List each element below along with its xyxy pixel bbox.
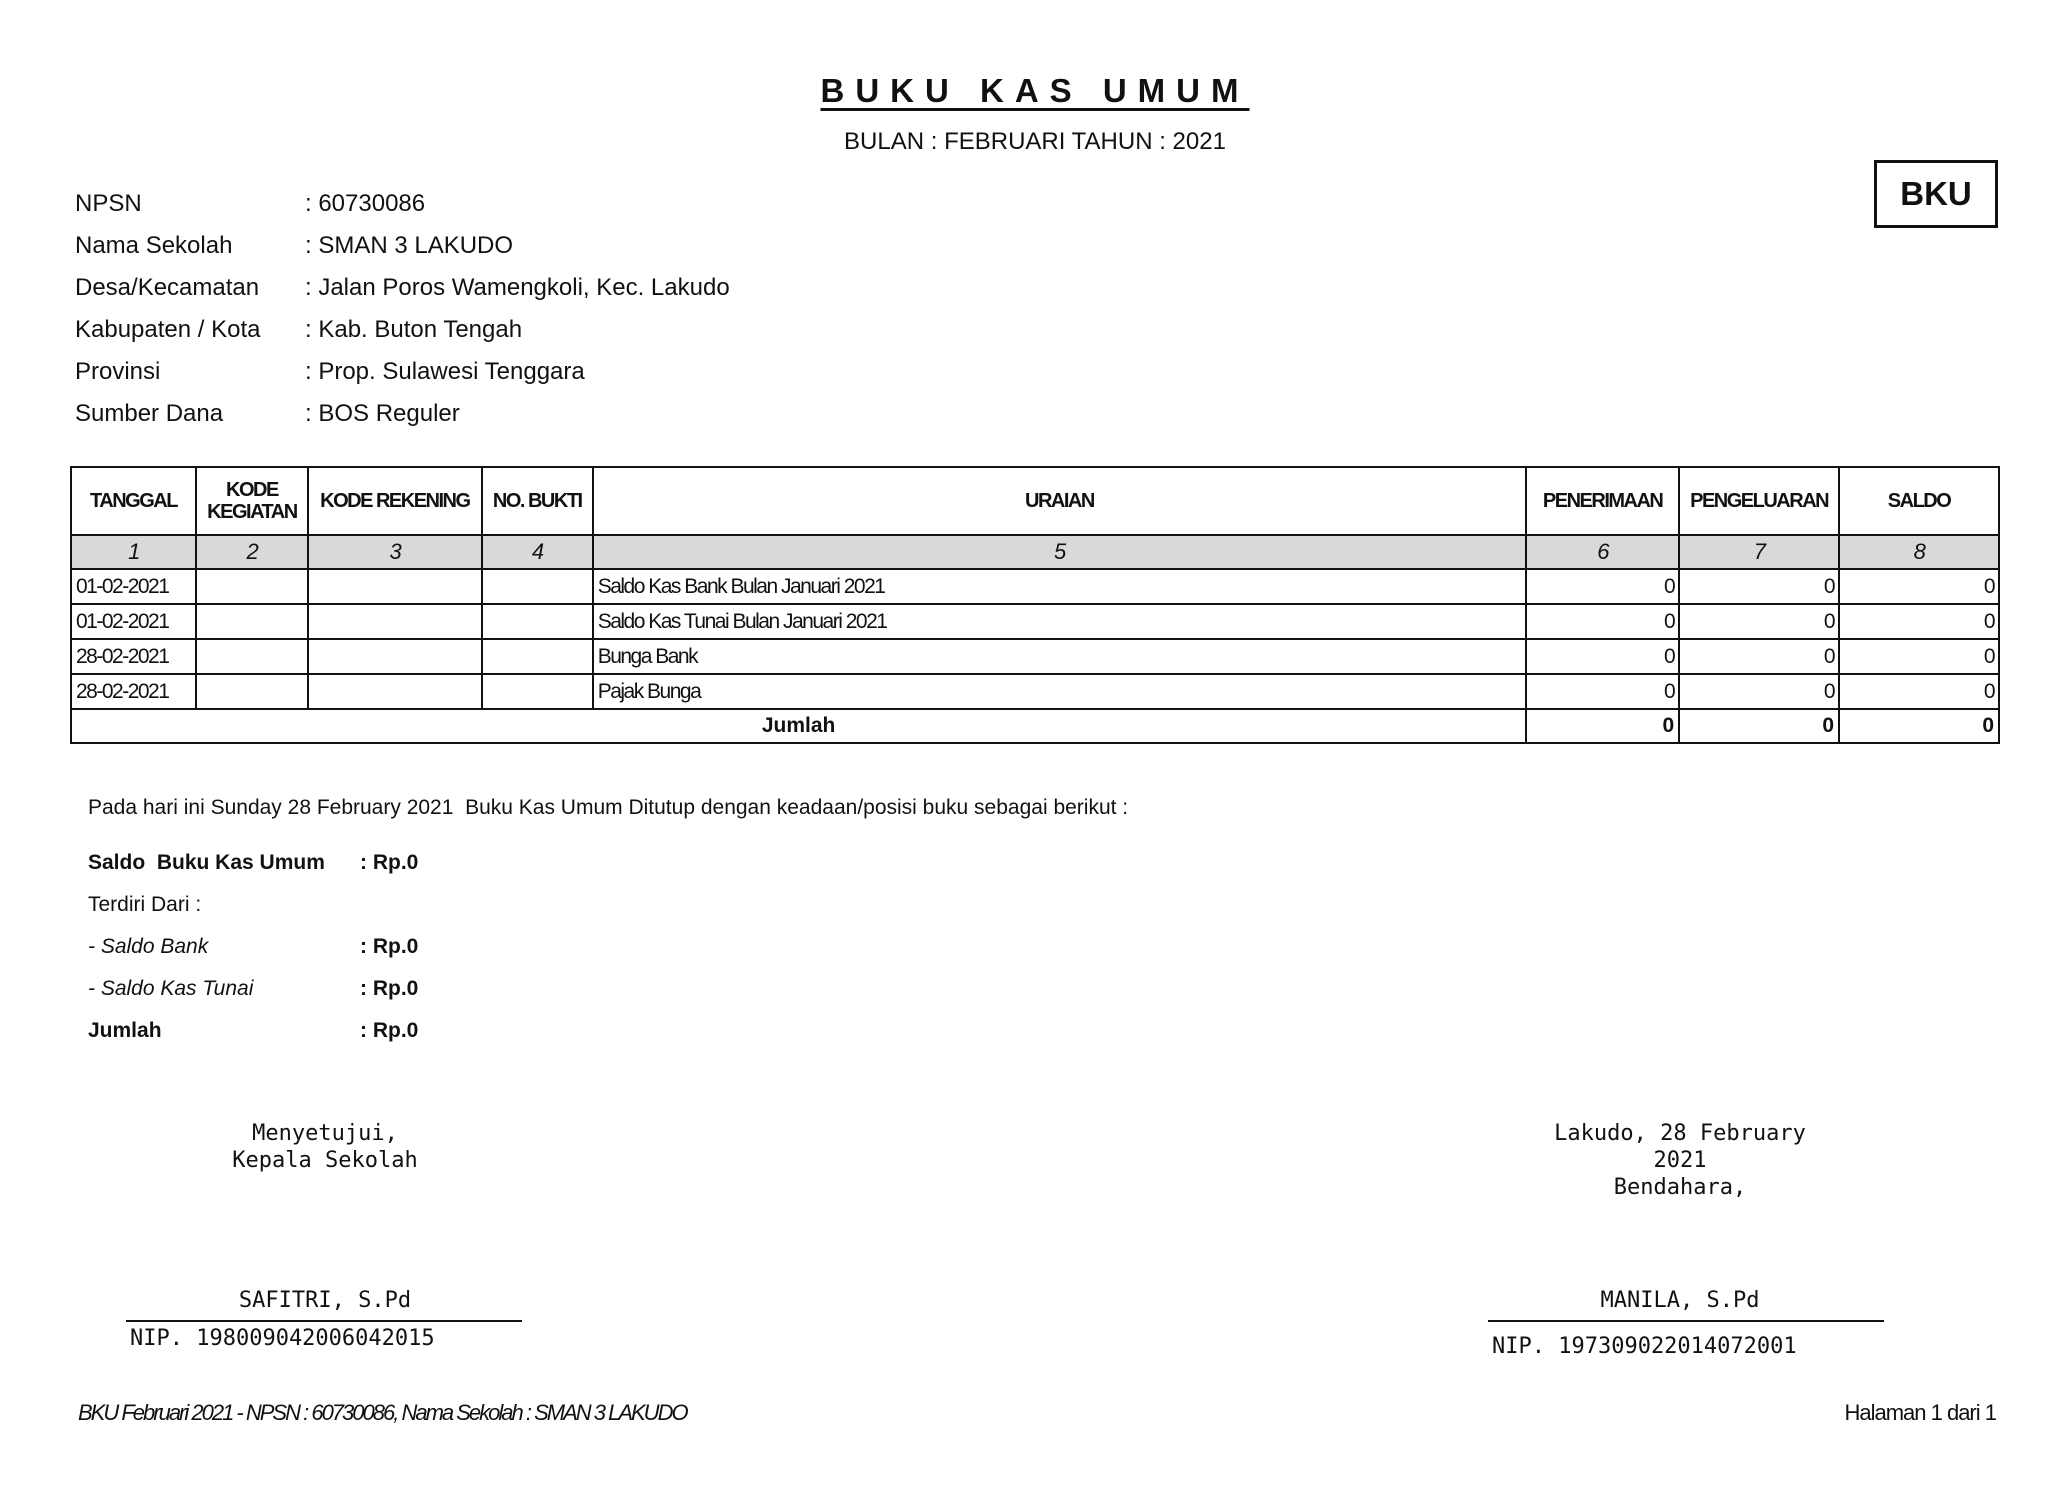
signature-left-line2: Kepala Sekolah bbox=[232, 1148, 418, 1173]
cell-kode-kegiatan bbox=[196, 604, 308, 639]
cell-kode-kegiatan bbox=[196, 639, 308, 674]
bku-badge: BKU bbox=[1874, 160, 1998, 228]
cell-saldo: 0 bbox=[1839, 639, 1999, 674]
cell-saldo: 0 bbox=[1839, 569, 1999, 604]
column-number: 1 bbox=[71, 535, 196, 569]
header-pengeluaran: PENGELUARAN bbox=[1679, 467, 1839, 535]
signature-left-line bbox=[126, 1320, 522, 1322]
summary-tunai-row bbox=[88, 968, 418, 1010]
cell-tanggal: 01-02-2021 bbox=[71, 569, 196, 604]
header-kode-kegiatan-line2: KEGIATAN bbox=[207, 501, 297, 523]
cell-pengeluaran: 0 bbox=[1679, 604, 1839, 639]
signatory-left-nip: NIP. 198009042006042015 bbox=[130, 1326, 435, 1351]
info-value: : Jalan Poros Wamengkoli, Kec. Lakudo bbox=[305, 274, 730, 301]
cell-saldo: 0 bbox=[1839, 604, 1999, 639]
school-info bbox=[75, 190, 730, 442]
column-number: 6 bbox=[1526, 535, 1679, 569]
info-row-desa-kecamatan bbox=[75, 274, 730, 316]
cell-pengeluaran: 0 bbox=[1679, 639, 1839, 674]
total-penerimaan: 0 bbox=[1526, 709, 1679, 743]
table-row bbox=[71, 569, 1999, 604]
cell-no-bukti bbox=[482, 639, 593, 674]
table-row bbox=[71, 639, 1999, 674]
column-number-row bbox=[71, 535, 1999, 569]
total-saldo: 0 bbox=[1839, 709, 1999, 743]
table-header-row bbox=[71, 467, 1999, 535]
column-number: 8 bbox=[1839, 535, 1999, 569]
info-value: : BOS Reguler bbox=[305, 400, 460, 427]
column-number: 7 bbox=[1679, 535, 1839, 569]
summary-tunai-value: : Rp.0 bbox=[360, 977, 419, 1000]
signature-right-line2: Bendahara, bbox=[1613, 1175, 1747, 1200]
signature-left-heading bbox=[190, 1120, 460, 1174]
footer-page-number: Halaman 1 dari 1 bbox=[1844, 1400, 1996, 1425]
summary-saldo-label: Saldo Buku Kas Umum bbox=[88, 851, 325, 874]
column-number: 4 bbox=[482, 535, 593, 569]
signatory-left-name: SAFITRI, S.Pd bbox=[238, 1288, 412, 1313]
cell-uraian: Bunga Bank bbox=[593, 639, 1526, 674]
info-label: Provinsi bbox=[75, 358, 161, 385]
header-no-bukti: NO. BUKTI bbox=[482, 467, 593, 535]
cell-uraian: Pajak Bunga bbox=[593, 674, 1526, 709]
footer-document-info: BKU Februari 2021 - NPSN : 60730086, Nama Sekolah : SMAN 3 LAKUDO bbox=[78, 1400, 687, 1425]
header-tanggal: TANGGAL bbox=[71, 467, 196, 535]
summary-saldo-value: : Rp.0 bbox=[360, 851, 419, 874]
info-label: Sumber Dana bbox=[75, 400, 224, 427]
signature-right-heading bbox=[1530, 1120, 1830, 1201]
header-kode-rekening: KODE REKENING bbox=[308, 467, 482, 535]
total-row bbox=[71, 709, 1999, 743]
cell-pengeluaran: 0 bbox=[1679, 674, 1839, 709]
cell-tanggal: 28-02-2021 bbox=[71, 674, 196, 709]
header-uraian: URAIAN bbox=[593, 467, 1526, 535]
info-value: : Kab. Buton Tengah bbox=[305, 316, 523, 343]
signature-right-line1: Lakudo, 28 February 2021 bbox=[1554, 1121, 1806, 1173]
total-label: Jumlah bbox=[71, 709, 1526, 743]
info-value: : 60730086 bbox=[305, 190, 426, 217]
info-row-npsn bbox=[75, 190, 730, 232]
summary-saldo-row bbox=[88, 842, 418, 884]
column-number: 5 bbox=[593, 535, 1526, 569]
table-row bbox=[71, 604, 1999, 639]
cell-kode-rekening bbox=[308, 604, 482, 639]
summary-jumlah-label: Jumlah bbox=[88, 1019, 162, 1042]
document-title: BUKU KAS UMUM bbox=[820, 72, 1250, 109]
info-label: Desa/Kecamatan bbox=[75, 274, 260, 301]
cell-kode-kegiatan bbox=[196, 674, 308, 709]
info-row-sumber-dana bbox=[75, 400, 730, 442]
summary-bank-value: : Rp.0 bbox=[360, 935, 419, 958]
cell-tanggal: 28-02-2021 bbox=[71, 639, 196, 674]
header-saldo: SALDO bbox=[1839, 467, 1999, 535]
info-row-kabupaten bbox=[75, 316, 730, 358]
info-row-provinsi bbox=[75, 358, 730, 400]
header-kode-kegiatan bbox=[196, 467, 308, 535]
signatory-right-nip: NIP. 197309022014072001 bbox=[1492, 1334, 1797, 1359]
header-kode-kegiatan-line1: KODE bbox=[226, 479, 278, 501]
summary-terdiri-label: Terdiri Dari : bbox=[88, 893, 202, 916]
cell-penerimaan: 0 bbox=[1526, 569, 1679, 604]
info-row-nama-sekolah bbox=[75, 232, 730, 274]
summary-jumlah-row bbox=[88, 1010, 418, 1052]
cell-no-bukti bbox=[482, 674, 593, 709]
info-value: : Prop. Sulawesi Tenggara bbox=[305, 358, 585, 385]
info-label: Kabupaten / Kota bbox=[75, 316, 261, 343]
closing-statement: Pada hari ini Sunday 28 February 2021 Buku Kas Umum Ditutup dengan keadaan/posisi buku sebagai berikut : bbox=[88, 796, 1129, 819]
cell-penerimaan: 0 bbox=[1526, 674, 1679, 709]
signatory-right-name: MANILA, S.Pd bbox=[1600, 1288, 1760, 1313]
period-subtitle: BULAN : FEBRUARI TAHUN : 2021 bbox=[844, 128, 1226, 155]
summary-bank-row bbox=[88, 926, 418, 968]
cell-no-bukti bbox=[482, 569, 593, 604]
cell-penerimaan: 0 bbox=[1526, 604, 1679, 639]
cell-uraian: Saldo Kas Tunai Bulan Januari 2021 bbox=[593, 604, 1526, 639]
cell-no-bukti bbox=[482, 604, 593, 639]
balance-summary bbox=[88, 842, 418, 1052]
table-row bbox=[71, 674, 1999, 709]
info-label: NPSN bbox=[75, 190, 142, 217]
cell-pengeluaran: 0 bbox=[1679, 569, 1839, 604]
info-value: : SMAN 3 LAKUDO bbox=[305, 232, 514, 259]
signature-right-line bbox=[1488, 1320, 1884, 1322]
cell-kode-rekening bbox=[308, 639, 482, 674]
column-number: 3 bbox=[308, 535, 482, 569]
summary-terdiri-row bbox=[88, 884, 418, 926]
summary-jumlah-value: : Rp.0 bbox=[360, 1019, 419, 1042]
summary-tunai-label: - Saldo Kas Tunai bbox=[88, 977, 254, 1000]
cell-kode-rekening bbox=[308, 674, 482, 709]
summary-bank-label: - Saldo Bank bbox=[88, 935, 209, 958]
signature-left-line1: Menyetujui, bbox=[252, 1121, 398, 1146]
cell-kode-kegiatan bbox=[196, 569, 308, 604]
cell-saldo: 0 bbox=[1839, 674, 1999, 709]
bku-table bbox=[70, 466, 2000, 744]
column-number: 2 bbox=[196, 535, 308, 569]
cell-penerimaan: 0 bbox=[1526, 639, 1679, 674]
info-label: Nama Sekolah bbox=[75, 232, 233, 259]
total-pengeluaran: 0 bbox=[1679, 709, 1839, 743]
cell-tanggal: 01-02-2021 bbox=[71, 604, 196, 639]
cell-kode-rekening bbox=[308, 569, 482, 604]
cell-uraian: Saldo Kas Bank Bulan Januari 2021 bbox=[593, 569, 1526, 604]
header-penerimaan: PENERIMAAN bbox=[1526, 467, 1679, 535]
